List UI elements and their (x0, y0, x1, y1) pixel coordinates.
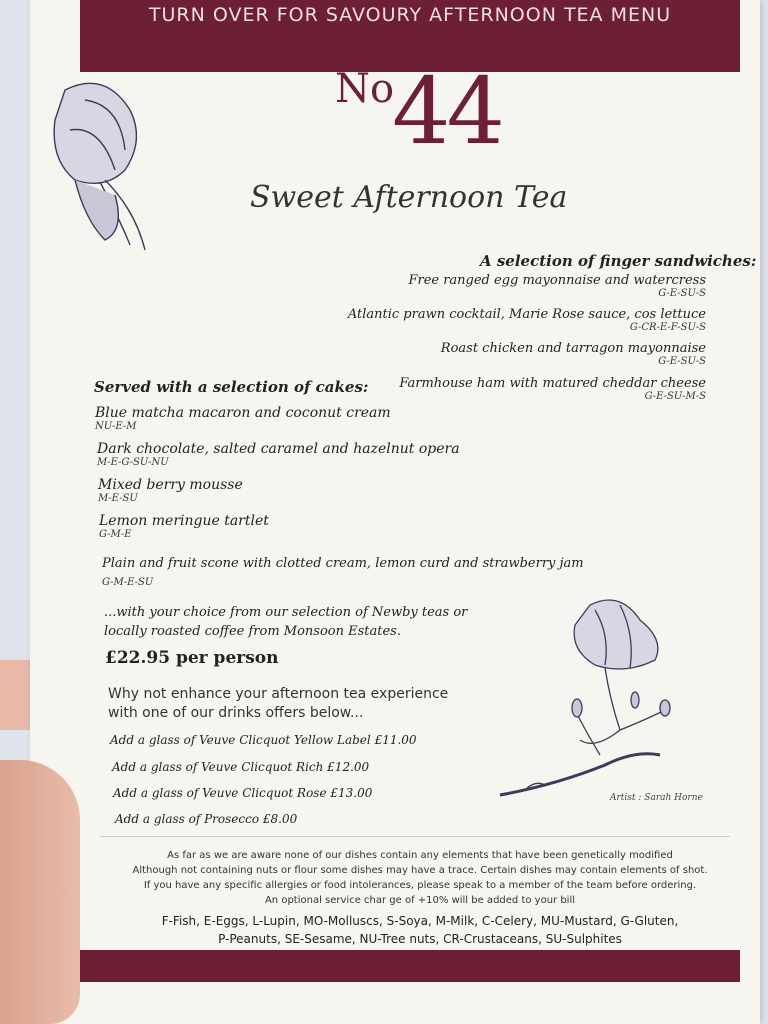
sandwich-item (399, 376, 706, 402)
sandwich-item (408, 273, 706, 299)
drink-offer: Add a glass of Veuve Clicquot Rose £13.00 (113, 786, 373, 800)
menu-subtitle: Sweet Afternoon Tea (250, 180, 568, 215)
drinks-offer-heading (108, 685, 548, 723)
allergen-code: G-E-SU-S (658, 288, 706, 299)
cake-item (95, 405, 391, 432)
cake-name: Blue matcha macaron and coconut cream (95, 405, 391, 421)
price: £22.95 per person (105, 648, 279, 668)
divider (100, 836, 730, 837)
allergen-code: M-E-SU (98, 493, 138, 504)
sandwich-item (441, 341, 706, 367)
legend-line: F-Fish, E-Eggs, L-Lupin, MO-Molluscs, S-Soya, M-Milk, C-Celery, MU-Mustard, G-Gluten, (161, 914, 679, 928)
drink-offer: Add a glass of Veuve Clicquot Rich £12.00 (112, 760, 370, 774)
tea-note (104, 603, 467, 641)
drink-offer: Add a glass of Prosecco £8.00 (115, 812, 298, 826)
note-line: If you have any specific allergies or food intolerances, please speak to a member of the team before ordering. (143, 880, 697, 891)
allergen-code: G-E-SU-S (658, 356, 706, 367)
sandwich-name: Atlantic prawn cocktail, Marie Rose sauce, cos lettuce (347, 307, 706, 322)
hand (0, 760, 80, 1024)
sandwich-name: Farmhouse ham with matured cheddar cheese (399, 376, 706, 391)
scone-item (102, 556, 584, 588)
drinks-offer-line: Why not enhance your afternoon tea experience (108, 686, 449, 702)
allergen-code: M-E-G-SU-NU (97, 457, 169, 468)
note-line: As far as we are aware none of our dishes contain any elements that have been genetically modified (167, 850, 673, 861)
allergen-code: G-M-E-SU (102, 577, 154, 588)
legend-line: P-Peanuts, SE-Sesame, NU-Tree nuts, CR-Crustaceans, SU-Sulphites (218, 932, 622, 946)
drink-offer: Add a glass of Veuve Clicquot Yellow Label £11.00 (110, 733, 417, 747)
cake-name: Mixed berry mousse (98, 477, 243, 493)
restaurant-logo (330, 58, 502, 168)
drinks-offer-line: with one of our drinks offers below... (108, 705, 364, 721)
cake-name: Lemon meringue tartlet (99, 513, 269, 529)
allergen-code: G-M-E (99, 529, 132, 540)
scone-name: Plain and fruit scone with clotted cream, lemon curd and strawberry jam (102, 556, 584, 571)
allergen-code: G-E-SU-M-S (644, 391, 706, 402)
logo-number: 44 (392, 58, 502, 165)
magnolia-illustration-branch (495, 590, 695, 810)
tea-note-line: ...with your choice from our selection of Newby teas or (104, 605, 468, 620)
cake-item (98, 477, 243, 504)
artist-credit: Artist : Sarah Horne (610, 793, 703, 803)
cake-item (97, 441, 460, 468)
banner-text: TURN OVER FOR SAVOURY AFTERNOON TEA MENU (148, 4, 672, 26)
allergen-code: G-CR-E-F-SU-S (629, 322, 706, 333)
note-line: Although not containing nuts or flour some dishes may have a trace. Certain dishes may contain elements of shot. (132, 865, 708, 876)
sandwiches-heading: A selection of finger sandwiches: (480, 252, 757, 270)
allergy-notes (110, 848, 730, 908)
sandwich-item (348, 307, 706, 333)
magnolia-illustration-top (45, 70, 165, 255)
bottom-banner (80, 950, 740, 982)
note-line: An optional service char ge of +10% will be added to your bill (264, 895, 576, 906)
cake-item (99, 513, 269, 540)
tea-note-line: locally roasted coffee from Monsoon Estates. (104, 624, 401, 639)
allergen-legend (110, 912, 730, 948)
logo-prefix: No (335, 66, 395, 112)
cake-name: Dark chocolate, salted caramel and hazelnut opera (97, 441, 460, 457)
sandwich-name: Free ranged egg mayonnaise and watercress (408, 273, 706, 288)
sandwich-name: Roast chicken and tarragon mayonnaise (440, 341, 706, 356)
cakes-heading: Served with a selection of cakes: (94, 378, 369, 396)
allergen-code: NU-E-M (95, 421, 137, 432)
